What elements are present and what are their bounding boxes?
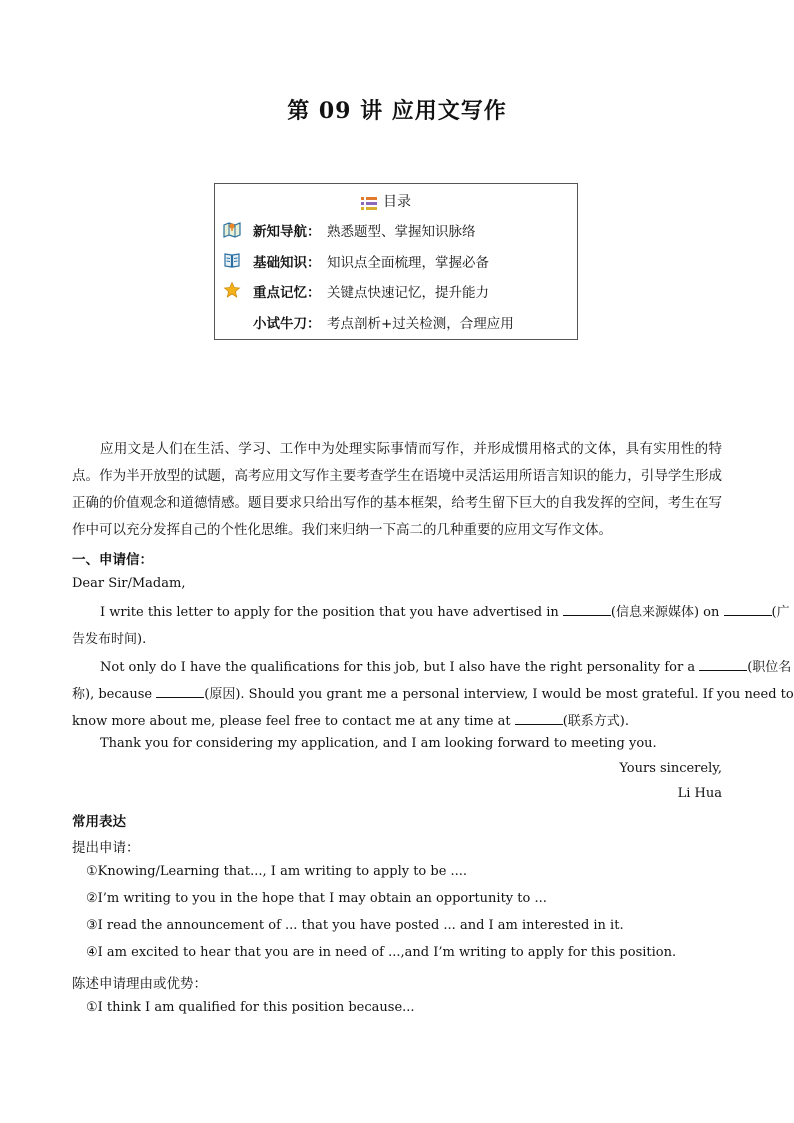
- star-icon: [223, 281, 241, 299]
- toc-item-desc: 关键点快速记忆，提升能力: [327, 285, 489, 301]
- list-icon: [361, 196, 377, 212]
- expressions-heading: 常用表达: [72, 814, 126, 830]
- expression-item: ①I think I am qualified for this position because...: [86, 1000, 415, 1015]
- letter-paragraph-2: [100, 656, 791, 675]
- letter-paragraph-3: Thank you for considering my application, and I am looking forward to meeting you.: [100, 736, 657, 751]
- toc-item-desc: 知识点全面梳理，掌握必备: [327, 255, 489, 271]
- expressions-subheading: 提出申请：: [72, 840, 140, 856]
- toc-header: [215, 188, 577, 216]
- text-span: (职位名: [747, 660, 792, 675]
- letter-closing: Yours sincerely,: [619, 761, 722, 776]
- toc-item-label: 基础知识：: [253, 255, 321, 271]
- toc-item-desc: 考点剖析+过关检测，合理应用: [327, 316, 514, 332]
- expressions-subheading: 陈述申请理由或优势：: [72, 976, 207, 992]
- letter-paragraph-1-cont: 告发布时间).: [72, 632, 147, 647]
- expression-item: ③I read the announcement of ... that you have posted ... and I am interested in it.: [86, 918, 624, 933]
- page-title: 第 09 讲 应用文写作: [287, 98, 507, 124]
- toc-item-label: 重点记忆：: [253, 285, 321, 301]
- fill-blank: [515, 712, 563, 725]
- text-span: I write this letter to apply for the position that you have advertised in: [100, 605, 563, 620]
- fill-blank: [699, 658, 747, 671]
- toc-item-label: 新知导航：: [253, 224, 321, 240]
- book-icon: [223, 251, 241, 269]
- expression-item: ④I am excited to hear that you are in need of ...,and I’m writing to apply for this position.: [86, 945, 677, 960]
- text-span: (原因). Should you grant me a personal interview, I would be most grateful. If you need to: [204, 687, 794, 702]
- expression-item: ②I’m writing to you in the hope that I may obtain an opportunity to ...: [86, 891, 547, 906]
- expression-item: ①Knowing/Learning that..., I am writing to apply to be ....: [86, 864, 468, 879]
- toc-heading: 目录: [383, 194, 411, 210]
- fill-blank: [724, 603, 772, 616]
- letter-paragraph-1: [100, 601, 790, 620]
- text-span: (信息来源媒体) on: [610, 605, 724, 620]
- text-span: (联系方式).: [562, 714, 629, 729]
- letter-signature: Li Hua: [677, 786, 722, 801]
- text-span: know more about me, please feel free to contact me at any time at: [72, 714, 515, 729]
- section-heading: 一、申请信：: [72, 552, 153, 568]
- letter-paragraph-2-end: [72, 710, 629, 729]
- map-icon: [223, 220, 241, 238]
- text-span: Not only do I have the qualifications for this job, but I also have the right personality for a: [100, 660, 700, 675]
- table-of-contents: [214, 183, 578, 340]
- intro-paragraph: 应用文是人们在生活、学习、工作中为处理实际事情而写作，并形成惯用格式的文体，具有实用性的特点。作为半开放型的试题，高考应用文写作主要考查学生在语境中灵活运用所语言知识的能力，引导学生形成正确的价值观念和道德情感。题目要求只给出写作的基本框架，给考生留下巨大的自我发挥的空间，考生在写作中可以充分发挥自己的个性化思维。我们来归纳一下高二的几种重要的应用文写作文体。: [72, 441, 722, 538]
- toc-item-label: 小试牛刀：: [253, 316, 321, 332]
- toc-item-desc: 熟悉题型、掌握知识脉络: [327, 224, 476, 240]
- text-span: (广: [771, 605, 790, 620]
- letter-paragraph-2-cont: [72, 683, 794, 702]
- letter-salutation: Dear Sir/Madam,: [72, 576, 186, 591]
- text-span: 称), because: [72, 687, 157, 702]
- fill-blank: [156, 685, 204, 698]
- fill-blank: [563, 603, 611, 616]
